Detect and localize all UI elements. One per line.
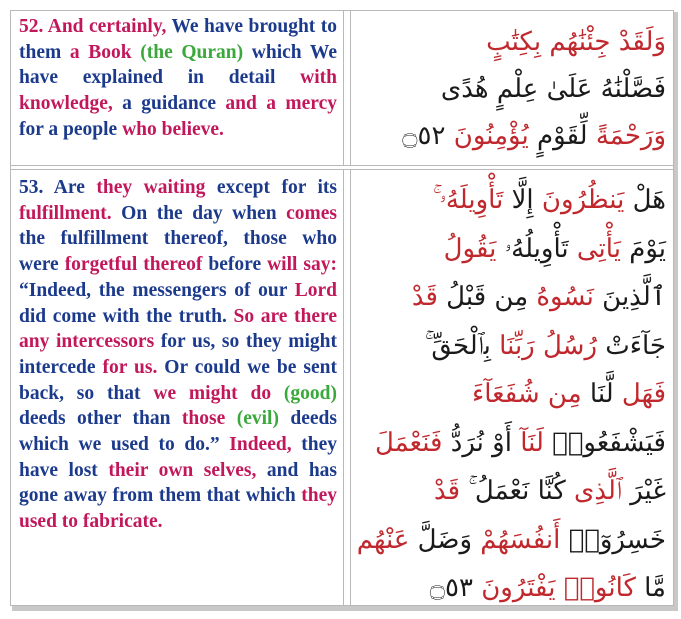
arabic-segment: نَسُوهُ [528, 282, 594, 312]
row-divider [11, 165, 673, 170]
arabic-line [356, 419, 666, 468]
translation-segment: before [202, 254, 268, 276]
translation-segment: (the Quran) [131, 41, 244, 63]
translation-segment: “Indeed, the messengers of our [19, 279, 295, 301]
translation-segment: We have brought to them [19, 16, 337, 63]
arabic-segment: يُؤْمِنُونَ [445, 121, 529, 151]
arabic-segment: كُنَّا نَعْمَلُ ۚ [460, 476, 566, 506]
arabic-segment: فَهَل [613, 379, 666, 409]
translation-segment: which We have explained in detail [19, 41, 337, 89]
translation-segment: Indeed, [229, 434, 292, 456]
arabic-segment: أَنفُسَهُمْ [472, 524, 561, 555]
translation-segment: a Book [69, 41, 132, 63]
translation-segment: who believe. [122, 118, 224, 140]
translation-segment: they have lost [19, 434, 337, 481]
translation-segment: So are there any intercessors [19, 305, 337, 353]
arabic-line [356, 322, 666, 371]
translation-segment: deeds other than [19, 408, 182, 430]
arabic-segment: جَآءَتْ [597, 330, 666, 361]
translation-segment: (evil) [225, 408, 279, 430]
translation-segment: the fulfillment thereof, those who were [19, 228, 337, 276]
arabic-line [356, 66, 666, 113]
frame-shadow-right [674, 12, 678, 608]
arabic-segment: بِكِتَٰبٍ [486, 27, 542, 57]
translation-segment: they waiting [96, 177, 206, 198]
translation-segment: for us, so they might intercede [19, 331, 337, 378]
arabic-segment: هَلْ [624, 185, 666, 215]
verse-52-translation [19, 14, 337, 143]
column-divider [343, 11, 351, 605]
arabic-segment: مِن شُفَعَآءَ [472, 379, 582, 409]
arabic-segment: وَضَلَّ [409, 524, 472, 555]
translation-segment: (good) [271, 382, 337, 404]
arabic-segment: كَانُوا۟ يَفْتَرُونَ [472, 573, 636, 603]
translation-segment: and a mercy [225, 93, 337, 115]
arabic-segment: أَوْ نُرَدُّ [442, 427, 512, 458]
arabic-segment: قَدْ [411, 282, 438, 312]
translation-segment: a guidance [112, 93, 226, 115]
translation-segment: did come with the truth. [19, 305, 234, 327]
verse-table [10, 10, 674, 606]
arabic-segment: ۝٥٢ [402, 121, 446, 151]
translation-segment: comes [286, 202, 337, 224]
arabic-line [356, 19, 666, 66]
translation-segment: we might do [153, 382, 272, 404]
translation-segment: fulfillment. [19, 202, 112, 224]
arabic-segment: تَأْوِيلُهُۥ [496, 233, 569, 264]
translation-segment: On the day when [111, 202, 287, 224]
arabic-segment: يَأْتِى [568, 233, 621, 264]
translation-segment: and has gone away from them that which [19, 459, 338, 507]
translation-segment: they used to fabricate. [19, 485, 337, 533]
arabic-segment: لِّقَوْمٍ [528, 121, 588, 151]
arabic-segment: يَقُولُ [443, 233, 497, 264]
arabic-line [356, 176, 666, 225]
arabic-segment: إِلَّا [503, 185, 534, 215]
translation-segment: for us. [102, 356, 158, 378]
translation-segment: Lord [294, 279, 337, 301]
arabic-line [356, 467, 666, 516]
arabic-segment: غَيْرَ [621, 476, 666, 506]
arabic-segment: تَأْوِيلَهُۥ ۚ [432, 185, 504, 215]
arabic-segment: رُسُلُ رَبِّنَا [490, 330, 598, 361]
translation-segment: deeds which we used to do.” [19, 408, 337, 456]
translation-segment: Or could we be sent back, so that [19, 356, 337, 404]
translation-segment: their own selves, [108, 459, 257, 481]
arabic-segment: يَنظُرُونَ [533, 185, 625, 215]
verse-53-arabic [356, 176, 666, 613]
arabic-segment: بِٱلْحَقِّ ۚ [424, 330, 491, 361]
arabic-segment: ٱلَّذِينَ [593, 282, 666, 312]
arabic-segment: يَوْمَ [620, 233, 666, 264]
arabic-segment: مِن قَبْلُ [437, 282, 529, 312]
translation-segment: 53. Are [19, 177, 97, 198]
arabic-segment: فَصَّلْنَٰهُ عَلَىٰ عِلْمٍ هُدًى [440, 74, 666, 104]
translation-segment: with knowledge, [19, 67, 337, 115]
arabic-line [356, 516, 666, 565]
arabic-line [356, 370, 666, 419]
translation-segment: for a people [19, 118, 123, 140]
arabic-line [356, 113, 666, 160]
arabic-segment: ۝٥٣ [429, 573, 473, 603]
translation-segment: 52. And certainly, [19, 16, 167, 37]
translation-segment: forgetful thereof [64, 254, 203, 276]
arabic-line [356, 273, 666, 322]
translation-segment: those [181, 408, 226, 430]
translation-segment: except for its [205, 177, 337, 198]
arabic-line [356, 225, 666, 274]
arabic-segment: مَّا [635, 573, 666, 603]
arabic-segment: خَسِرُوٓا۟ [560, 524, 666, 555]
arabic-segment: ٱلَّذِى [565, 476, 622, 506]
arabic-segment: فَيَشْفَعُوا۟ [543, 427, 666, 458]
arabic-segment: عَنْهُم [356, 524, 410, 555]
verse-52-arabic [356, 19, 666, 160]
translation-segment: will say: [267, 254, 337, 276]
arabic-line [356, 564, 666, 613]
arabic-segment: لَّنَا [581, 379, 614, 409]
arabic-segment: وَرَحْمَةً [587, 121, 666, 151]
arabic-segment: لَنَآ [511, 427, 544, 458]
arabic-segment: فَنَعْمَلَ [374, 427, 443, 458]
verse-53-translation [19, 175, 337, 535]
arabic-segment: قَدْ [434, 476, 461, 506]
arabic-segment: وَلَقَدْ جِئْنَٰهُم [541, 27, 666, 57]
